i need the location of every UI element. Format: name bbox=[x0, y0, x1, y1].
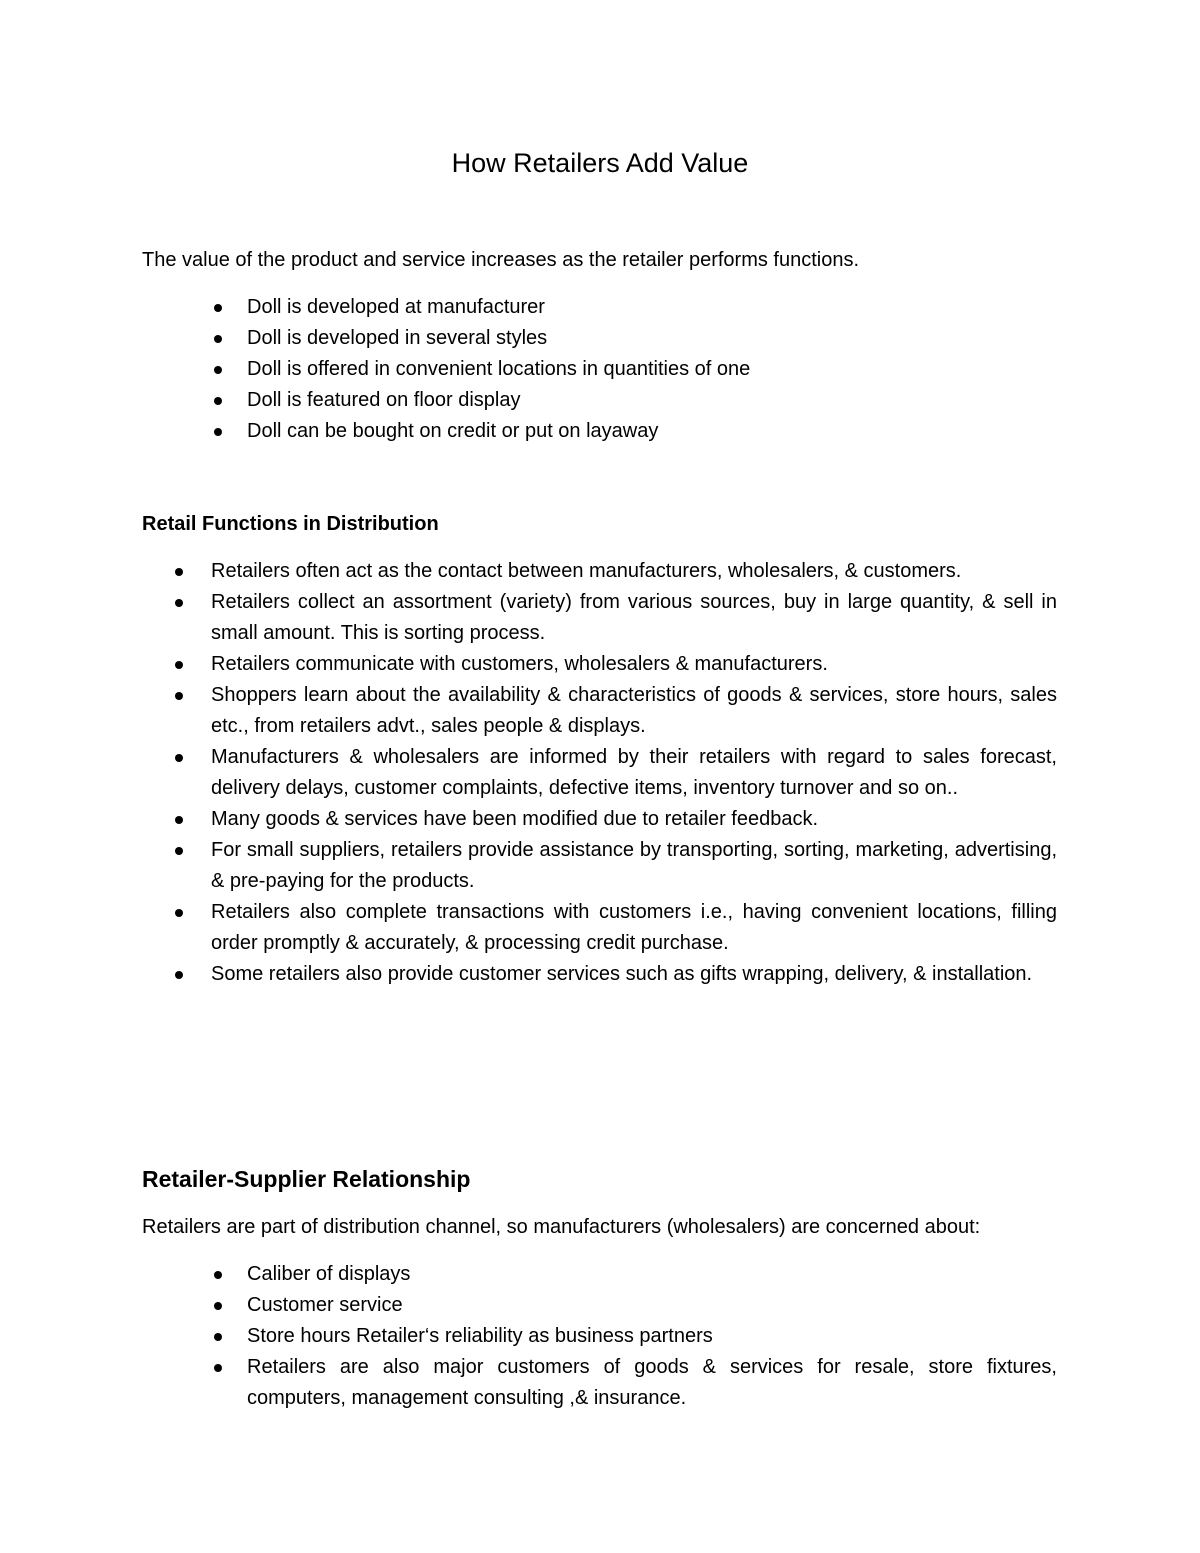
list-item: Doll is offered in convenient locations in quantities of one bbox=[247, 354, 1067, 385]
bullet-icon bbox=[175, 754, 183, 762]
list-item: Retailers often act as the contact between manufacturers, wholesalers, & customers. bbox=[211, 556, 1057, 587]
bullet-icon bbox=[214, 1364, 222, 1372]
list-item: Caliber of displays bbox=[247, 1259, 1057, 1290]
intro-paragraph: The value of the product and service increases as the retailer performs functions. bbox=[142, 249, 860, 271]
list-item: Customer service bbox=[247, 1290, 1057, 1321]
list-item: For small suppliers, retailers provide assistance by transporting, sorting, marketing, advertising, & pre-paying for the products. bbox=[211, 835, 1057, 897]
section2-intro-paragraph: Retailers are part of distribution channel, so manufacturers (wholesalers) are concerned about: bbox=[142, 1216, 981, 1238]
bullet-icon bbox=[214, 428, 222, 436]
bullet-icon bbox=[175, 816, 183, 824]
bullet-icon bbox=[175, 909, 183, 917]
list-item: Doll can be bought on credit or put on layaway bbox=[247, 416, 1067, 447]
list-item: Doll is featured on floor display bbox=[247, 385, 1067, 416]
bullet-icon bbox=[175, 847, 183, 855]
bullet-icon bbox=[214, 1302, 222, 1310]
retail-functions-list bbox=[211, 556, 1057, 990]
retailer-supplier-list bbox=[247, 1259, 1057, 1414]
list-item: Doll is developed at manufacturer bbox=[247, 292, 1067, 323]
list-item: Retailers communicate with customers, wholesalers & manufacturers. bbox=[211, 649, 1057, 680]
bullet-icon bbox=[214, 304, 222, 312]
list-item: Many goods & services have been modified due to retailer feedback. bbox=[211, 804, 1057, 835]
bullet-icon bbox=[214, 366, 222, 374]
list-item: Some retailers also provide customer services such as gifts wrapping, delivery, & installation. bbox=[211, 959, 1057, 990]
bullet-icon bbox=[175, 568, 183, 576]
list-item: Retailers are also major customers of goods & services for resale, store fixtures, computers, management consulting ,& insurance. bbox=[247, 1352, 1057, 1414]
bullet-icon bbox=[214, 335, 222, 343]
bullet-icon bbox=[175, 599, 183, 607]
section-heading-retail-functions: Retail Functions in Distribution bbox=[142, 513, 439, 535]
section-heading-retailer-supplier: Retailer-Supplier Relationship bbox=[142, 1166, 471, 1192]
list-item: Retailers collect an assortment (variety) from various sources, buy in large quantity, & sell in small amount. This is sorting process. bbox=[211, 587, 1057, 649]
bullet-icon bbox=[175, 971, 183, 979]
list-item: Doll is developed in several styles bbox=[247, 323, 1067, 354]
bullet-icon bbox=[214, 1271, 222, 1279]
list-item: Shoppers learn about the availability & characteristics of goods & services, store hours, sales etc., from retailers advt., sales people & displays. bbox=[211, 680, 1057, 742]
list-item: Retailers also complete transactions with customers i.e., having convenient locations, filling order promptly & accurately, & processing credit purchase. bbox=[211, 897, 1057, 959]
list-item: Store hours Retailer‘s reliability as business partners bbox=[247, 1321, 1057, 1352]
value-points-list bbox=[247, 292, 1067, 447]
bullet-icon bbox=[214, 397, 222, 405]
bullet-icon bbox=[175, 692, 183, 700]
bullet-icon bbox=[214, 1333, 222, 1341]
document-title: How Retailers Add Value bbox=[451, 148, 749, 178]
bullet-icon bbox=[175, 661, 183, 669]
list-item: Manufacturers & wholesalers are informed by their retailers with regard to sales forecast, delivery delays, customer complaints, defective items, inventory turnover and so on.. bbox=[211, 742, 1057, 804]
